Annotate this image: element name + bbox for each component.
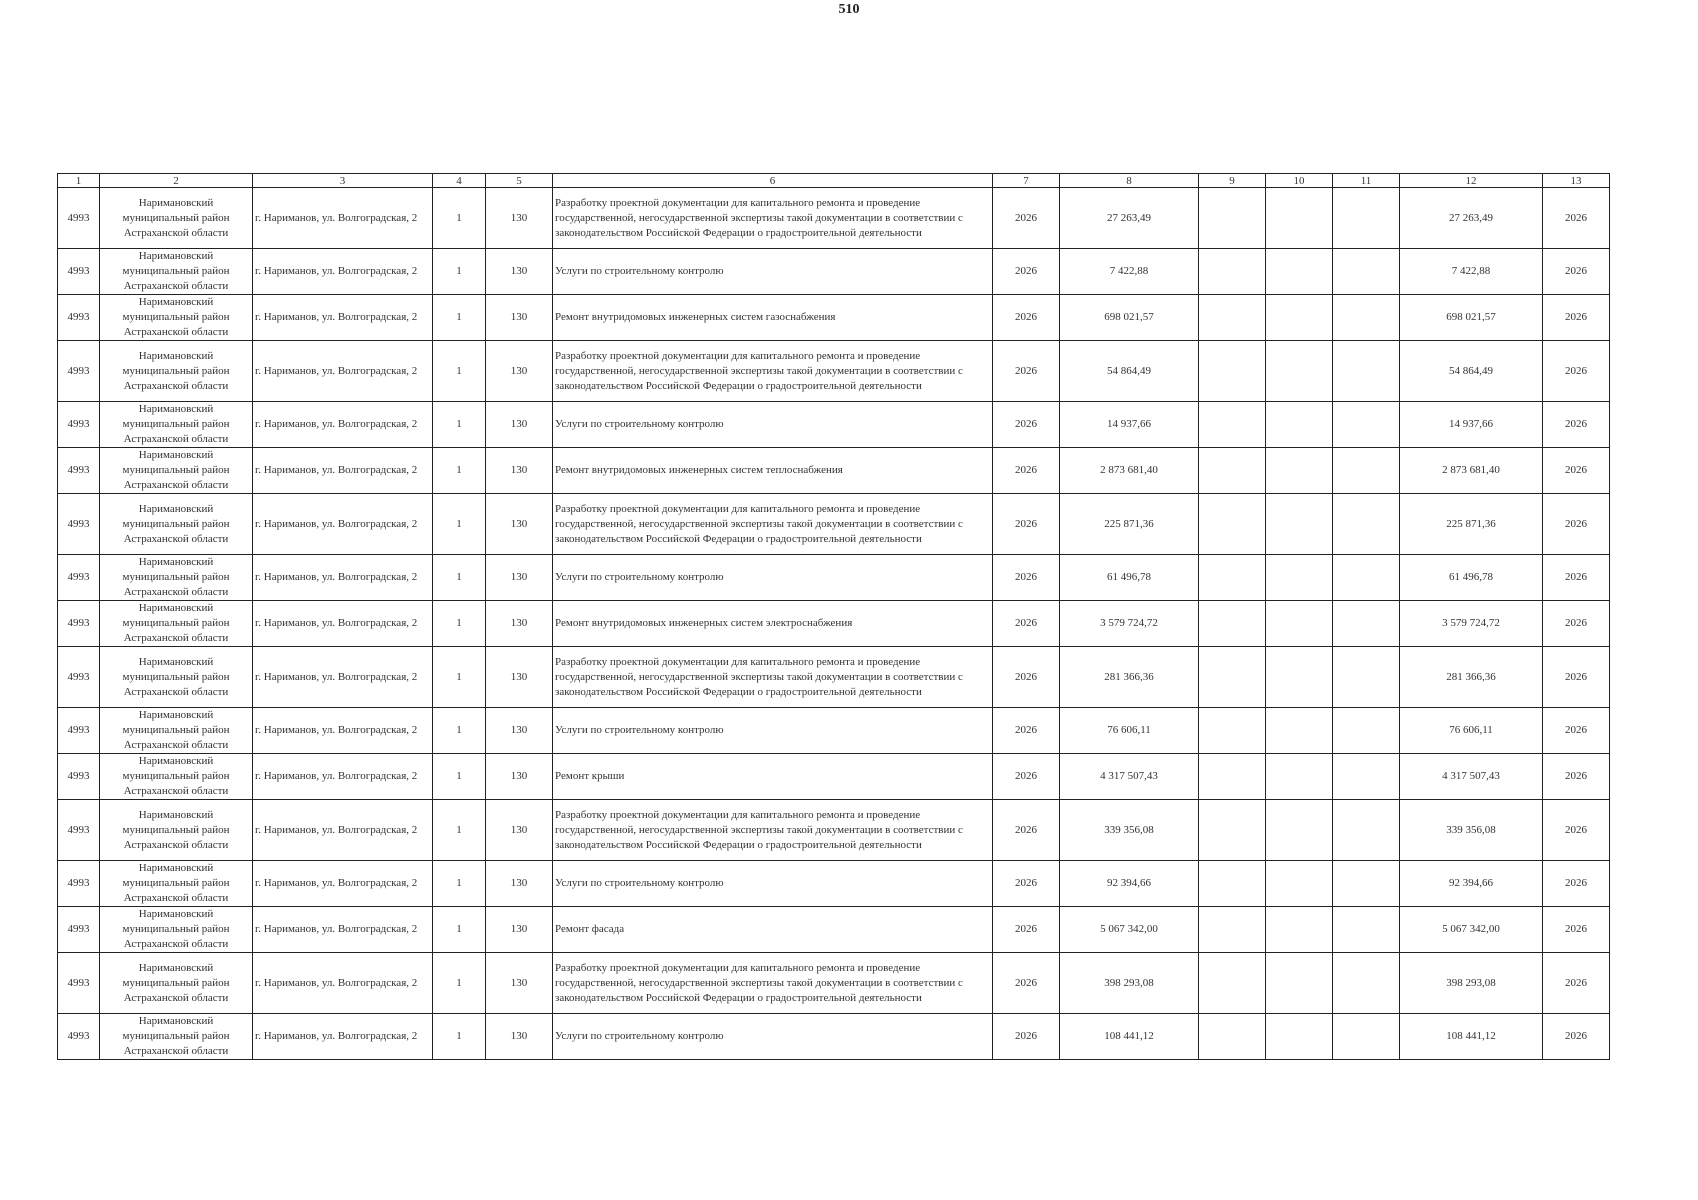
cell-col11 (1333, 708, 1400, 754)
cell-col5: 130 (486, 402, 553, 448)
cell-amount: 108 441,12 (1060, 1014, 1199, 1060)
table-row (58, 1014, 1610, 1060)
cell-col11 (1333, 341, 1400, 402)
table-row (58, 754, 1610, 800)
cell-completion-year: 2026 (1543, 295, 1610, 341)
cell-total: 225 871,36 (1400, 494, 1543, 555)
cell-year: 2026 (993, 861, 1060, 907)
cell-total: 281 366,36 (1400, 647, 1543, 708)
cell-col9 (1199, 494, 1266, 555)
cell-col5: 130 (486, 341, 553, 402)
cell-amount: 54 864,49 (1060, 341, 1199, 402)
cell-amount: 92 394,66 (1060, 861, 1199, 907)
cell-col5: 130 (486, 249, 553, 295)
table-row (58, 249, 1610, 295)
cell-object-id: 4993 (58, 1014, 100, 1060)
cell-amount: 698 021,57 (1060, 295, 1199, 341)
table-row (58, 448, 1610, 494)
column-header: 10 (1266, 174, 1333, 188)
cell-col10 (1266, 953, 1333, 1014)
cell-col11 (1333, 402, 1400, 448)
cell-completion-year: 2026 (1543, 754, 1610, 800)
cell-address: г. Нариманов, ул. Волгоградская, 2 (253, 402, 433, 448)
cell-year: 2026 (993, 953, 1060, 1014)
cell-work-type: Ремонт внутридомовых инженерных систем газоснабжения (553, 295, 993, 341)
cell-year: 2026 (993, 341, 1060, 402)
cell-col4: 1 (433, 448, 486, 494)
cell-col10 (1266, 494, 1333, 555)
cell-total: 2 873 681,40 (1400, 448, 1543, 494)
cell-col10 (1266, 861, 1333, 907)
cell-total: 4 317 507,43 (1400, 754, 1543, 800)
cell-amount: 5 067 342,00 (1060, 907, 1199, 953)
cell-col10 (1266, 249, 1333, 295)
cell-total: 27 263,49 (1400, 188, 1543, 249)
cell-address: г. Нариманов, ул. Волгоградская, 2 (253, 800, 433, 861)
cell-total: 14 937,66 (1400, 402, 1543, 448)
cell-address: г. Нариманов, ул. Волгоградская, 2 (253, 249, 433, 295)
cell-object-id: 4993 (58, 647, 100, 708)
cell-col11 (1333, 249, 1400, 295)
cell-col9 (1199, 861, 1266, 907)
cell-col5: 130 (486, 754, 553, 800)
cell-address: г. Нариманов, ул. Волгоградская, 2 (253, 1014, 433, 1060)
cell-total: 7 422,88 (1400, 249, 1543, 295)
cell-total: 3 579 724,72 (1400, 601, 1543, 647)
cell-col9 (1199, 295, 1266, 341)
cell-col4: 1 (433, 1014, 486, 1060)
cell-work-type: Услуги по строительному контролю (553, 708, 993, 754)
cell-address: г. Нариманов, ул. Волгоградская, 2 (253, 448, 433, 494)
column-header: 4 (433, 174, 486, 188)
cell-municipality: Наримановский муниципальный район Астраханской области (100, 249, 253, 295)
cell-col10 (1266, 341, 1333, 402)
cell-amount: 3 579 724,72 (1060, 601, 1199, 647)
table-row (58, 953, 1610, 1014)
cell-amount: 339 356,08 (1060, 800, 1199, 861)
cell-year: 2026 (993, 601, 1060, 647)
cell-col10 (1266, 188, 1333, 249)
cell-amount: 76 606,11 (1060, 708, 1199, 754)
cell-completion-year: 2026 (1543, 188, 1610, 249)
cell-col11 (1333, 647, 1400, 708)
cell-col5: 130 (486, 800, 553, 861)
cell-col11 (1333, 295, 1400, 341)
cell-completion-year: 2026 (1543, 249, 1610, 295)
cell-work-type: Разработку проектной документации для капитального ремонта и проведение государственной, негосударственной экспертизы такой документации в соответствии с законодательством Российской Федерации о градостроительной деятельности (553, 341, 993, 402)
column-header: 2 (100, 174, 253, 188)
cell-address: г. Нариманов, ул. Волгоградская, 2 (253, 188, 433, 249)
cell-col11 (1333, 754, 1400, 800)
cell-col4: 1 (433, 249, 486, 295)
cell-total: 61 496,78 (1400, 555, 1543, 601)
cell-work-type: Разработку проектной документации для капитального ремонта и проведение государственной, негосударственной экспертизы такой документации в соответствии с законодательством Российской Федерации о градостроительной деятельности (553, 494, 993, 555)
register-table (57, 173, 1610, 1060)
cell-work-type: Ремонт фасада (553, 907, 993, 953)
cell-object-id: 4993 (58, 295, 100, 341)
cell-address: г. Нариманов, ул. Волгоградская, 2 (253, 647, 433, 708)
cell-col10 (1266, 402, 1333, 448)
cell-object-id: 4993 (58, 555, 100, 601)
cell-object-id: 4993 (58, 494, 100, 555)
cell-col5: 130 (486, 907, 553, 953)
cell-total: 108 441,12 (1400, 1014, 1543, 1060)
cell-col9 (1199, 402, 1266, 448)
cell-address: г. Нариманов, ул. Волгоградская, 2 (253, 907, 433, 953)
cell-col9 (1199, 754, 1266, 800)
cell-address: г. Нариманов, ул. Волгоградская, 2 (253, 555, 433, 601)
cell-col5: 130 (486, 708, 553, 754)
cell-year: 2026 (993, 907, 1060, 953)
cell-col5: 130 (486, 188, 553, 249)
cell-col4: 1 (433, 555, 486, 601)
cell-completion-year: 2026 (1543, 861, 1610, 907)
cell-col4: 1 (433, 402, 486, 448)
cell-col4: 1 (433, 188, 486, 249)
cell-col11 (1333, 953, 1400, 1014)
cell-object-id: 4993 (58, 907, 100, 953)
cell-municipality: Наримановский муниципальный район Астраханской области (100, 953, 253, 1014)
table-row (58, 295, 1610, 341)
cell-work-type: Разработку проектной документации для капитального ремонта и проведение государственной, негосударственной экспертизы такой документации в соответствии с законодательством Российской Федерации о градостроительной деятельности (553, 800, 993, 861)
cell-col11 (1333, 861, 1400, 907)
cell-col9 (1199, 341, 1266, 402)
table-row (58, 861, 1610, 907)
cell-address: г. Нариманов, ул. Волгоградская, 2 (253, 953, 433, 1014)
cell-year: 2026 (993, 494, 1060, 555)
cell-completion-year: 2026 (1543, 341, 1610, 402)
cell-total: 698 021,57 (1400, 295, 1543, 341)
cell-amount: 2 873 681,40 (1060, 448, 1199, 494)
cell-work-type: Услуги по строительному контролю (553, 402, 993, 448)
cell-col4: 1 (433, 295, 486, 341)
cell-work-type: Разработку проектной документации для капитального ремонта и проведение государственной, негосударственной экспертизы такой документации в соответствии с законодательством Российской Федерации о градостроительной деятельности (553, 647, 993, 708)
cell-municipality: Наримановский муниципальный район Астраханской области (100, 295, 253, 341)
table-row (58, 555, 1610, 601)
cell-object-id: 4993 (58, 448, 100, 494)
cell-col9 (1199, 601, 1266, 647)
cell-year: 2026 (993, 295, 1060, 341)
cell-col10 (1266, 800, 1333, 861)
cell-col4: 1 (433, 953, 486, 1014)
cell-work-type: Услуги по строительному контролю (553, 555, 993, 601)
column-header: 12 (1400, 174, 1543, 188)
cell-col4: 1 (433, 800, 486, 861)
cell-amount: 61 496,78 (1060, 555, 1199, 601)
cell-municipality: Наримановский муниципальный район Астраханской области (100, 1014, 253, 1060)
cell-work-type: Услуги по строительному контролю (553, 861, 993, 907)
table-row (58, 647, 1610, 708)
cell-col4: 1 (433, 708, 486, 754)
cell-year: 2026 (993, 800, 1060, 861)
cell-col9 (1199, 708, 1266, 754)
cell-col10 (1266, 295, 1333, 341)
cell-col11 (1333, 448, 1400, 494)
column-header: 7 (993, 174, 1060, 188)
cell-col4: 1 (433, 601, 486, 647)
cell-col9 (1199, 555, 1266, 601)
cell-object-id: 4993 (58, 953, 100, 1014)
cell-address: г. Нариманов, ул. Волгоградская, 2 (253, 601, 433, 647)
cell-municipality: Наримановский муниципальный район Астраханской области (100, 341, 253, 402)
cell-col4: 1 (433, 754, 486, 800)
cell-amount: 4 317 507,43 (1060, 754, 1199, 800)
column-header: 9 (1199, 174, 1266, 188)
cell-year: 2026 (993, 402, 1060, 448)
cell-col4: 1 (433, 647, 486, 708)
cell-col5: 130 (486, 494, 553, 555)
cell-year: 2026 (993, 1014, 1060, 1060)
cell-municipality: Наримановский муниципальный район Астраханской области (100, 188, 253, 249)
cell-completion-year: 2026 (1543, 647, 1610, 708)
cell-completion-year: 2026 (1543, 555, 1610, 601)
table-row (58, 708, 1610, 754)
cell-municipality: Наримановский муниципальный район Астраханской области (100, 555, 253, 601)
cell-total: 5 067 342,00 (1400, 907, 1543, 953)
cell-municipality: Наримановский муниципальный район Астраханской области (100, 647, 253, 708)
cell-total: 76 606,11 (1400, 708, 1543, 754)
cell-amount: 7 422,88 (1060, 249, 1199, 295)
cell-col10 (1266, 754, 1333, 800)
cell-total: 92 394,66 (1400, 861, 1543, 907)
cell-col9 (1199, 448, 1266, 494)
column-header: 5 (486, 174, 553, 188)
table-row (58, 800, 1610, 861)
cell-col4: 1 (433, 494, 486, 555)
cell-total: 339 356,08 (1400, 800, 1543, 861)
cell-amount: 225 871,36 (1060, 494, 1199, 555)
cell-col5: 130 (486, 295, 553, 341)
cell-address: г. Нариманов, ул. Волгоградская, 2 (253, 295, 433, 341)
cell-col5: 130 (486, 953, 553, 1014)
cell-col4: 1 (433, 341, 486, 402)
column-header: 8 (1060, 174, 1199, 188)
cell-col9 (1199, 907, 1266, 953)
cell-work-type: Ремонт крыши (553, 754, 993, 800)
cell-address: г. Нариманов, ул. Волгоградская, 2 (253, 754, 433, 800)
cell-total: 398 293,08 (1400, 953, 1543, 1014)
cell-completion-year: 2026 (1543, 708, 1610, 754)
cell-completion-year: 2026 (1543, 800, 1610, 861)
table-row (58, 907, 1610, 953)
cell-year: 2026 (993, 647, 1060, 708)
cell-completion-year: 2026 (1543, 1014, 1610, 1060)
table-row (58, 188, 1610, 249)
cell-col11 (1333, 1014, 1400, 1060)
cell-object-id: 4993 (58, 800, 100, 861)
cell-col10 (1266, 601, 1333, 647)
cell-municipality: Наримановский муниципальный район Астраханской области (100, 494, 253, 555)
cell-col4: 1 (433, 907, 486, 953)
cell-municipality: Наримановский муниципальный район Астраханской области (100, 907, 253, 953)
cell-municipality: Наримановский муниципальный район Астраханской области (100, 754, 253, 800)
cell-municipality: Наримановский муниципальный район Астраханской области (100, 708, 253, 754)
cell-col10 (1266, 647, 1333, 708)
cell-year: 2026 (993, 555, 1060, 601)
cell-completion-year: 2026 (1543, 402, 1610, 448)
cell-amount: 27 263,49 (1060, 188, 1199, 249)
cell-address: г. Нариманов, ул. Волгоградская, 2 (253, 494, 433, 555)
table-row (58, 341, 1610, 402)
cell-col5: 130 (486, 448, 553, 494)
table-row (58, 402, 1610, 448)
cell-col5: 130 (486, 1014, 553, 1060)
cell-col9 (1199, 647, 1266, 708)
cell-work-type: Услуги по строительному контролю (553, 1014, 993, 1060)
column-header: 3 (253, 174, 433, 188)
cell-object-id: 4993 (58, 754, 100, 800)
cell-work-type: Услуги по строительному контролю (553, 249, 993, 295)
column-header: 11 (1333, 174, 1400, 188)
cell-address: г. Нариманов, ул. Волгоградская, 2 (253, 341, 433, 402)
cell-col11 (1333, 494, 1400, 555)
cell-object-id: 4993 (58, 249, 100, 295)
cell-amount: 14 937,66 (1060, 402, 1199, 448)
cell-work-type: Разработку проектной документации для капитального ремонта и проведение государственной, негосударственной экспертизы такой документации в соответствии с законодательством Российской Федерации о градостроительной деятельности (553, 953, 993, 1014)
cell-work-type: Ремонт внутридомовых инженерных систем теплоснабжения (553, 448, 993, 494)
cell-object-id: 4993 (58, 341, 100, 402)
page-number: 510 (838, 2, 860, 17)
cell-col10 (1266, 1014, 1333, 1060)
cell-municipality: Наримановский муниципальный район Астраханской области (100, 402, 253, 448)
cell-object-id: 4993 (58, 601, 100, 647)
cell-completion-year: 2026 (1543, 601, 1610, 647)
cell-municipality: Наримановский муниципальный район Астраханской области (100, 448, 253, 494)
cell-object-id: 4993 (58, 188, 100, 249)
cell-work-type: Ремонт внутридомовых инженерных систем электроснабжения (553, 601, 993, 647)
cell-work-type: Разработку проектной документации для капитального ремонта и проведение государственной, негосударственной экспертизы такой документации в соответствии с законодательством Российской Федерации о градостроительной деятельности (553, 188, 993, 249)
cell-completion-year: 2026 (1543, 448, 1610, 494)
cell-col9 (1199, 1014, 1266, 1060)
cell-col10 (1266, 907, 1333, 953)
cell-col9 (1199, 800, 1266, 861)
cell-col11 (1333, 555, 1400, 601)
cell-col11 (1333, 907, 1400, 953)
cell-year: 2026 (993, 708, 1060, 754)
column-header: 6 (553, 174, 993, 188)
column-number-row (58, 174, 1610, 188)
column-header: 1 (58, 174, 100, 188)
cell-completion-year: 2026 (1543, 907, 1610, 953)
cell-col11 (1333, 601, 1400, 647)
cell-completion-year: 2026 (1543, 494, 1610, 555)
cell-municipality: Наримановский муниципальный район Астраханской области (100, 601, 253, 647)
cell-col10 (1266, 555, 1333, 601)
cell-year: 2026 (993, 754, 1060, 800)
cell-year: 2026 (993, 188, 1060, 249)
cell-amount: 281 366,36 (1060, 647, 1199, 708)
cell-object-id: 4993 (58, 708, 100, 754)
cell-col9 (1199, 249, 1266, 295)
cell-col11 (1333, 188, 1400, 249)
cell-object-id: 4993 (58, 861, 100, 907)
column-header: 13 (1543, 174, 1610, 188)
cell-municipality: Наримановский муниципальный район Астраханской области (100, 861, 253, 907)
cell-col9 (1199, 188, 1266, 249)
cell-amount: 398 293,08 (1060, 953, 1199, 1014)
cell-col5: 130 (486, 555, 553, 601)
cell-col5: 130 (486, 601, 553, 647)
cell-col10 (1266, 448, 1333, 494)
cell-col10 (1266, 708, 1333, 754)
cell-col4: 1 (433, 861, 486, 907)
cell-year: 2026 (993, 448, 1060, 494)
table-row (58, 601, 1610, 647)
cell-col5: 130 (486, 647, 553, 708)
cell-object-id: 4993 (58, 402, 100, 448)
cell-col11 (1333, 800, 1400, 861)
cell-municipality: Наримановский муниципальный район Астраханской области (100, 800, 253, 861)
cell-col5: 130 (486, 861, 553, 907)
cell-total: 54 864,49 (1400, 341, 1543, 402)
cell-address: г. Нариманов, ул. Волгоградская, 2 (253, 861, 433, 907)
cell-completion-year: 2026 (1543, 953, 1610, 1014)
cell-col9 (1199, 953, 1266, 1014)
cell-year: 2026 (993, 249, 1060, 295)
cell-address: г. Нариманов, ул. Волгоградская, 2 (253, 708, 433, 754)
table-row (58, 494, 1610, 555)
